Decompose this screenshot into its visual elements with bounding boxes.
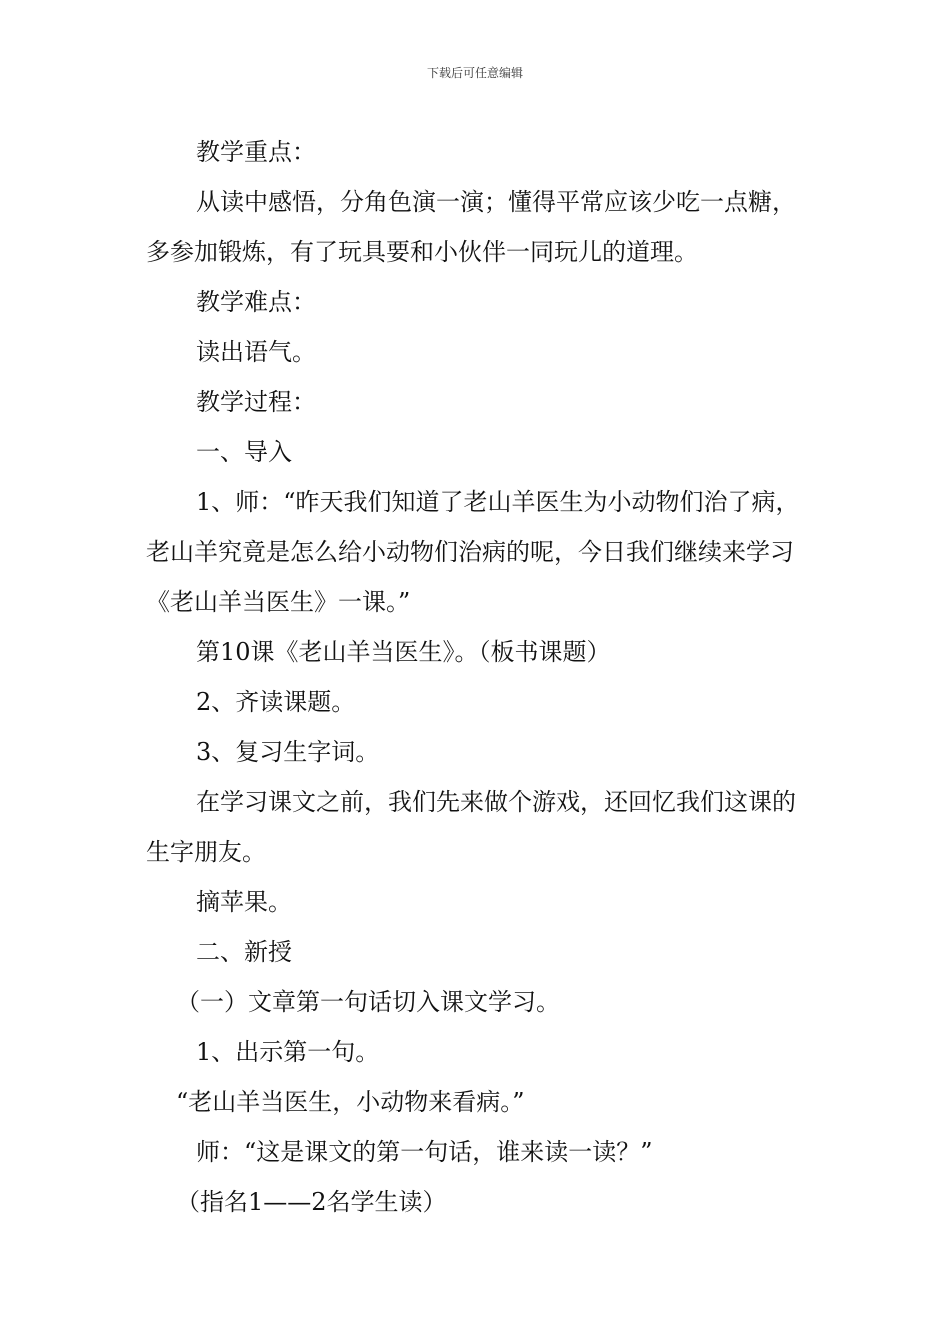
paragraph-read-title: 2、齐读课题。 [196,688,356,716]
paragraph-pick-apples: 摘苹果。 [196,888,292,916]
paragraph-lesson-title: 第10课《老山羊当医生》。（板书课题） [196,638,611,666]
paragraph-quote: “老山羊当医生，小动物来看病。” [176,1088,525,1116]
paragraph-review-words: 3、复习生字词。 [196,738,380,766]
paragraph-teacher-intro: 1、师：“昨天我们知道了老山羊医生为小动物们治了病，老山羊究竟是怎么给小动物们治病的呢，今日我们继续来学习《老山羊当医生》一课。” [146,488,800,616]
heading-teaching-difficulty: 教学难点： [196,288,316,316]
section-intro: 一、导入 [196,438,292,466]
heading-teaching-focus: 教学重点： [196,138,316,166]
page-header: 下载后可任意编辑 [426,66,523,80]
section-new-lesson: 二、新授 [196,938,292,966]
document-body [146,127,810,1227]
paragraph-focus-content: 从读中感悟，分角色演一演；懂得平常应该少吃一点糖，多参加锻炼，有了玩具要和小伙伴一同玩儿的道理。 [146,188,796,266]
paragraph-show-first-sentence: 1、出示第一句。 [196,1038,380,1066]
paragraph-teacher-question: 师：“这是课文的第一句话，谁来读一读？” [196,1138,653,1166]
paragraph-difficulty-content: 读出语气。 [196,338,316,366]
heading-teaching-process: 教学过程： [196,388,316,416]
paragraph-call-students: （指名1——2名学生读） [176,1188,447,1216]
paragraph-first-sentence-entry: （一）文章第一句话切入课文学习。 [176,988,560,1016]
paragraph-game: 在学习课文之前，我们先来做个游戏，还回忆我们这课的生字朋友。 [146,788,796,866]
